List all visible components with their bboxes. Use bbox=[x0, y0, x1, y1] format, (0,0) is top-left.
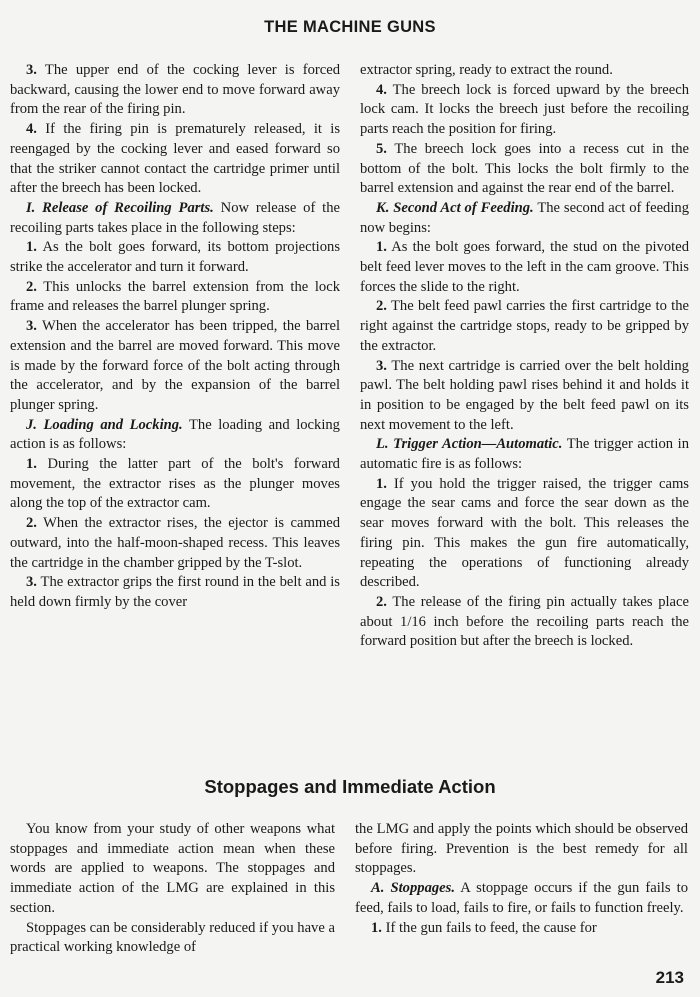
paragraph: 1. If you hold the trigger raised, the trigger cams engage the sear cams and force the sear down as the sear moves forward with the bolt. This releases the firing pin. This makes the gun fire automatically, repeating the operations of functioning already described. bbox=[360, 475, 689, 591]
bottom-left-column bbox=[10, 820, 335, 958]
paragraph: 1. As the bolt goes forward, its bottom projections strike the accelerator and turn it forward. bbox=[10, 239, 340, 276]
paragraph: 3. The next cartridge is carried over the belt holding pawl. The belt holding pawl rises behind it and holds it in position to be engaged by the belt feed pawl on its next movement to the left. bbox=[360, 357, 689, 433]
subsection-heading-k: K. Second Act of Feeding. The second act of feeding now begins: bbox=[360, 199, 689, 236]
subsection-heading-a: A. Stoppages. A stoppage occurs if the gun fails to feed, fails to load, fails to fire, or fails to function freely. bbox=[355, 880, 688, 916]
left-column bbox=[10, 61, 340, 613]
subsection-heading-i: I. Release of Recoiling Parts. Now release of the recoiling parts takes place in the following steps: bbox=[10, 199, 340, 236]
paragraph: 4. The breech lock is forced upward by the breech lock cam. It locks the breech just before the recoiling parts reach the position for firing. bbox=[360, 81, 689, 138]
section-title: Stoppages and Immediate Action bbox=[204, 776, 496, 797]
paragraph: Stoppages can be considerably reduced if you have a practical working knowledge of bbox=[10, 919, 335, 956]
bottom-right-column bbox=[355, 820, 688, 938]
paragraph: 2. When the extractor rises, the ejector is cammed outward, into the half-moon-shaped recess. This leaves the cartridge in the chamber gripped by the T-slot. bbox=[10, 515, 340, 571]
paragraph: 1. If the gun fails to feed, the cause for bbox=[371, 919, 597, 936]
paragraph: 3. The upper end of the cocking lever is forced backward, causing the lower end to move forward away from the rear of the firing pin. bbox=[10, 62, 341, 118]
paragraph: 2. The belt feed pawl carries the first cartridge to the right against the cartridge stops, ready to be gripped by the extractor. bbox=[360, 298, 689, 354]
paragraph: You know from your study of other weapons what stoppages and immediate action mean when these words are applied to weapons. The stoppages and immediate action of the LMG are explained in this section. bbox=[10, 821, 335, 916]
paragraph: 1. During the latter part of the bolt's forward movement, the extractor rises as the plunger moves along the top of the extractor cam. bbox=[10, 456, 340, 512]
paragraph: 1. As the bolt goes forward, the stud on the pivoted belt feed lever moves to the left in the cam groove. This forces the slide to the right. bbox=[360, 239, 689, 295]
paragraph: 3. The extractor grips the first round in the belt and is held down firmly by the cover bbox=[10, 574, 340, 610]
right-column bbox=[360, 61, 689, 652]
paragraph: 3. When the accelerator has been tripped, the barrel extension and the barrel are moved forward. This move is made by the forward force of the bolt acting through the accelerator, and by the expansion of the barrel plunger spring. bbox=[10, 318, 341, 413]
paragraph: 2. The release of the firing pin actually takes place about 1/16 inch before the recoiling parts reach the forward position but after the breech is locked. bbox=[360, 593, 689, 650]
subsection-heading-l: L. Trigger Action—Automatic. The trigger action in automatic fire is as follows: bbox=[360, 436, 689, 473]
paragraph-continuation: extractor spring, ready to extract the round. bbox=[360, 62, 613, 78]
page-number: 213 bbox=[655, 968, 684, 987]
paragraph: 4. If the firing pin is prematurely released, it is reengaged by the cocking lever and eased forward so that the striker cannot contact the cartridge primer until after the breech has been locked. bbox=[10, 121, 340, 197]
page-header: THE MACHINE GUNS bbox=[264, 18, 436, 36]
paragraph-continuation: the LMG and apply the points which should be observed before firing. Prevention is the best remedy for all stoppages. bbox=[355, 821, 688, 877]
subsection-heading-j: J. Loading and Locking. The loading and locking action is as follows: bbox=[10, 416, 340, 453]
paragraph: 2. This unlocks the barrel extension from the lock frame and releases the barrel plunger spring. bbox=[10, 278, 340, 315]
paragraph: 5. The breech lock goes into a recess cut in the bottom of the bolt. This locks the bolt firmly to the barrel extension and against the rear end of the barrel. bbox=[360, 140, 689, 197]
